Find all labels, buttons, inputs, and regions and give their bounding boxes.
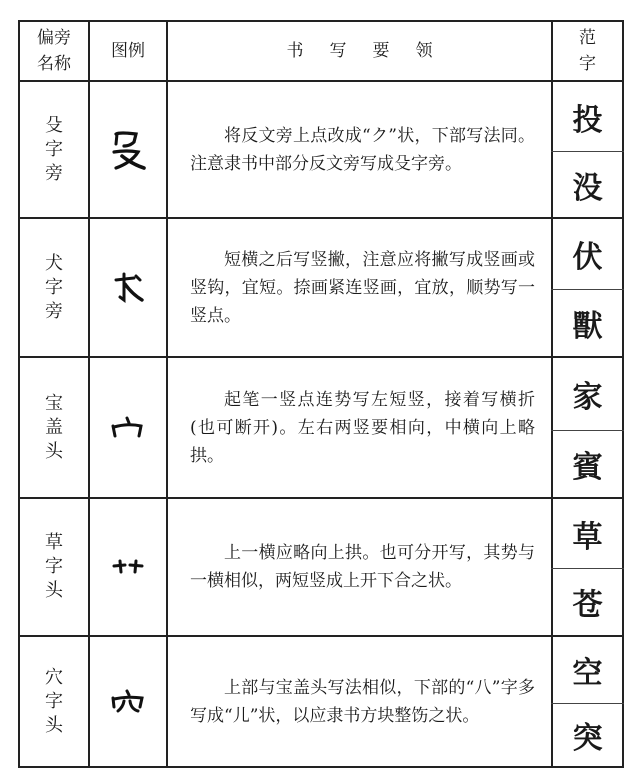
radical-baogai-icon	[108, 416, 148, 440]
radical-example-baogai	[90, 358, 166, 497]
header-radical-name	[20, 22, 88, 80]
header-sample-characters: 范字	[579, 28, 610, 74]
radical-example-shu	[90, 82, 166, 217]
header-radical-name-line2: 名称	[37, 54, 71, 74]
sample-char-4b: 苍	[572, 588, 603, 623]
radical-example-cao	[90, 499, 166, 635]
header-example: 图例	[111, 41, 145, 61]
writing-guide-5: 上部与宝盖头写法相似，下部的“八”字多写成“儿”状，以应隶书方块整饬之状。	[190, 677, 535, 726]
radical-name-2: 犬 字 旁	[45, 252, 63, 322]
writing-guide-1: 将反文旁上点改成“ク”状，下部写法同。注意隶书中部分反文旁写成殳字旁。	[190, 125, 535, 174]
writing-guide-3: 起笔一竖点连势写左短竖，接着写横折(也可断开)。左右两竖要相向，中横向上略拱。	[190, 389, 535, 466]
radical-name-3: 宝 盖 头	[45, 392, 63, 462]
radical-quan-icon	[110, 270, 146, 306]
sample-char-4a: 草	[572, 519, 603, 555]
sample-char-2b: 獸	[572, 309, 603, 344]
radical-name-1: 殳 字 旁	[45, 114, 63, 184]
header-writing-key-points: 书写要领	[286, 41, 459, 61]
radical-shu-icon	[108, 128, 148, 172]
sample-char-3a: 家	[572, 380, 603, 415]
sample-char-1a: 投	[572, 102, 603, 138]
sample-char-3b: 賓	[572, 450, 603, 485]
sample-char-5b: 突	[572, 721, 603, 756]
radical-example-quan	[90, 219, 166, 356]
radical-cao-icon	[111, 559, 145, 575]
sample-char-1b: 没	[572, 170, 603, 206]
radical-name-4: 草 字 头	[45, 532, 63, 601]
writing-guide-2: 短横之后写竖撇，注意应将撇写成竖画或竖钩，宜短。捺画紧连竖画，宜放，顺势写一竖点。	[190, 249, 535, 326]
radical-name-5: 穴 字 头	[45, 666, 63, 736]
radical-xue-icon	[108, 689, 148, 715]
sample-char-5a: 空	[572, 656, 603, 691]
radical-example-xue	[90, 637, 166, 766]
writing-guide-4: 上一横应略向上拱。也可分开写，其势与一横相似，两短竖成上开下合之状。	[190, 543, 535, 591]
header-radical-name-line1: 偏旁	[37, 28, 71, 48]
sample-char-2a: 伏	[572, 240, 603, 275]
